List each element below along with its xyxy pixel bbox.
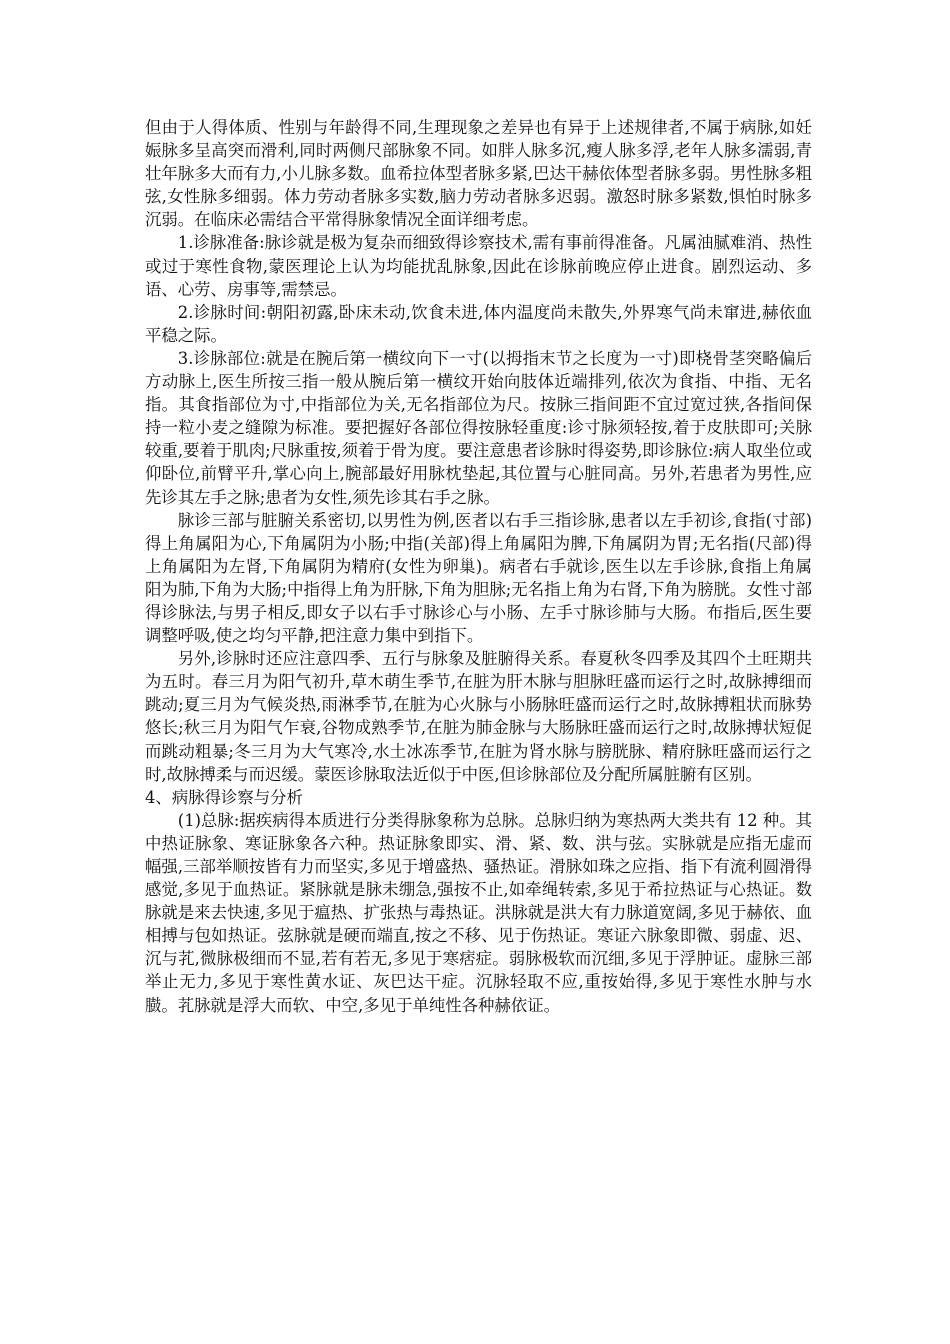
paragraph-pulse-preparation: 1.诊脉准备:脉诊就是极为复杂而细致得诊察技术,需有事前得准备。凡属油腻难消、热性或过于寒性食物,蒙医理论上认为均能扰乱脉象,因此在诊脉前晚应停止进食。剧烈运动、多语、心劳、房事等,需禁忌。 <box>145 233 812 299</box>
section-heading: 4、病脉得诊察与分析 <box>145 787 303 807</box>
document-body <box>145 116 812 1017</box>
paragraph-pulse-organs: 脉诊三部与脏腑关系密切,以男性为例,医者以右手三指诊脉,患者以左手初诊,食指(寸部)得上角属阳为心,下角属阴为小肠;中指(关部)得上角属阳为脾,下角属阴为胃;无名指(尺部)得上角属阳为左肾,下角属阴为精府(女性为卵巢)。病者右手就诊,医生以左手诊脉,食指上角属阳为肺,下角为大肠;中指得上角为肝脉,下角为胆脉;无名指上角为右肾,下角为膀胱。女性寸部得诊脉法,与男子相反,即女子以右手寸脉诊心与小肠、左手寸脉诊肺与大肠。布指后,医生要调整呼吸,使之均匀平静,把注意力集中到指下。 <box>145 510 812 646</box>
paragraph-pulse-time: 2.诊脉时间:朝阳初露,卧床未动,饮食未进,体内温度尚未散失,外界寒气尚未窜进,赫依血平稳之际。 <box>145 302 812 345</box>
paragraph-intro: 但由于人得体质、性别与年龄得不同,生理现象之差异也有异于上述规律者,不属于病脉,如妊娠脉多呈高突而滑利,同时两侧尺部脉象不同。如胖人脉多沉,瘦人脉多浮,老年人脉多濡弱,青壮年脉多大而有力,小儿脉多数。血希拉体型者脉多紧,巴达干赫依体型者脉多弱。男性脉多粗弦,女性脉多细弱。体力劳动者脉多实数,脑力劳动者脉多迟弱。激怒时脉多紧数,惧怕时脉多沉弱。在临床必需结合平常得脉象情况全面详细考虑。 <box>145 118 812 230</box>
paragraph-general-pulse: (1)总脉:据疾病得本质进行分类得脉象称为总脉。总脉归纳为寒热两大类共有 12 种。其中热证脉象、寒证脉象各六种。热证脉象即实、滑、紧、数、洪与弦。实脉就是应指无虚而幅强,三部举顺按皆有力而坚实,多见于增盛热、骚热证。滑脉如珠之应指、指下有流利圆滑得感觉,多见于血热证。紧脉就是脉未绷急,强按不止,如牵绳转索,多见于希拉热证与心热证。数脉就是来去快速,多见于瘟热、扩张热与毒热证。洪脉就是洪大有力脉道宽阔,多见于赫依、血相搏与包如热证。弦脉就是硬而端直,按之不移、见于伤热证。寒证六脉象即微、弱虚、迟、沉与芤,微脉极细而不显,若有若无,多见于寒痞症。弱脉极软而沉细,多见于浮肿证。虚脉三部举止无力,多见于寒性黄水证、灰巴达干症。沉脉轻取不应,重按始得,多见于寒性水肿与水臌。芤脉就是浮大而软、中空,多见于单纯性各种赫依证。 <box>145 810 812 1015</box>
paragraph-seasons: 另外,诊脉时还应注意四季、五行与脉象及脏腑得关系。春夏秋冬四季及其四个土旺期共为五时。春三月为阳气初升,草木萌生季节,在脏为肝木脉与胆脉旺盛而运行之时,故脉搏细而跳动;夏三月为气候炎热,雨淋季节,在脏为心火脉与小肠脉旺盛而运行之时,故脉搏粗状而脉势悠长;秋三月为阳气乍衰,谷物成熟季节,在脏为肺金脉与大肠脉旺盛而运行之时,故脉搏状短促而跳动粗暴;冬三月为大气寒冷,水土冰冻季节,在脏为肾水脉与膀胱脉、精府脉旺盛而运行之时,故脉搏柔与而迟缓。蒙医诊脉取法近似于中医,但诊脉部位及分配所属脏腑有区别。 <box>145 649 812 784</box>
paragraph-pulse-position: 3.诊脉部位:就是在腕后第一横纹向下一寸(以拇指末节之长度为一寸)即桡骨茎突略偏后方动脉上,医生所按三指一般从腕后第一横纹开始向肢体近端排列,依次为食指、中指、无名指。其食指部位为寸,中指部位为关,无名指部位为尺。按脉三指间距不宜过宽过狭,各指间保持一粒小麦之缝隙为标准。要把握好各部位得按脉轻重度:诊寸脉须轻按,着于皮肤即可;关脉较重,要着于肌肉;尺脉重按,须着于骨为度。要注意患者诊脉时得姿势,即诊脉位:病人取坐位或仰卧位,前臂平升,掌心向上,腕部最好用脉枕垫起,其位置与心脏同高。另外,若患者为男性,应先诊其左手之脉;患者为女性,须先诊其右手之脉。 <box>145 348 812 507</box>
